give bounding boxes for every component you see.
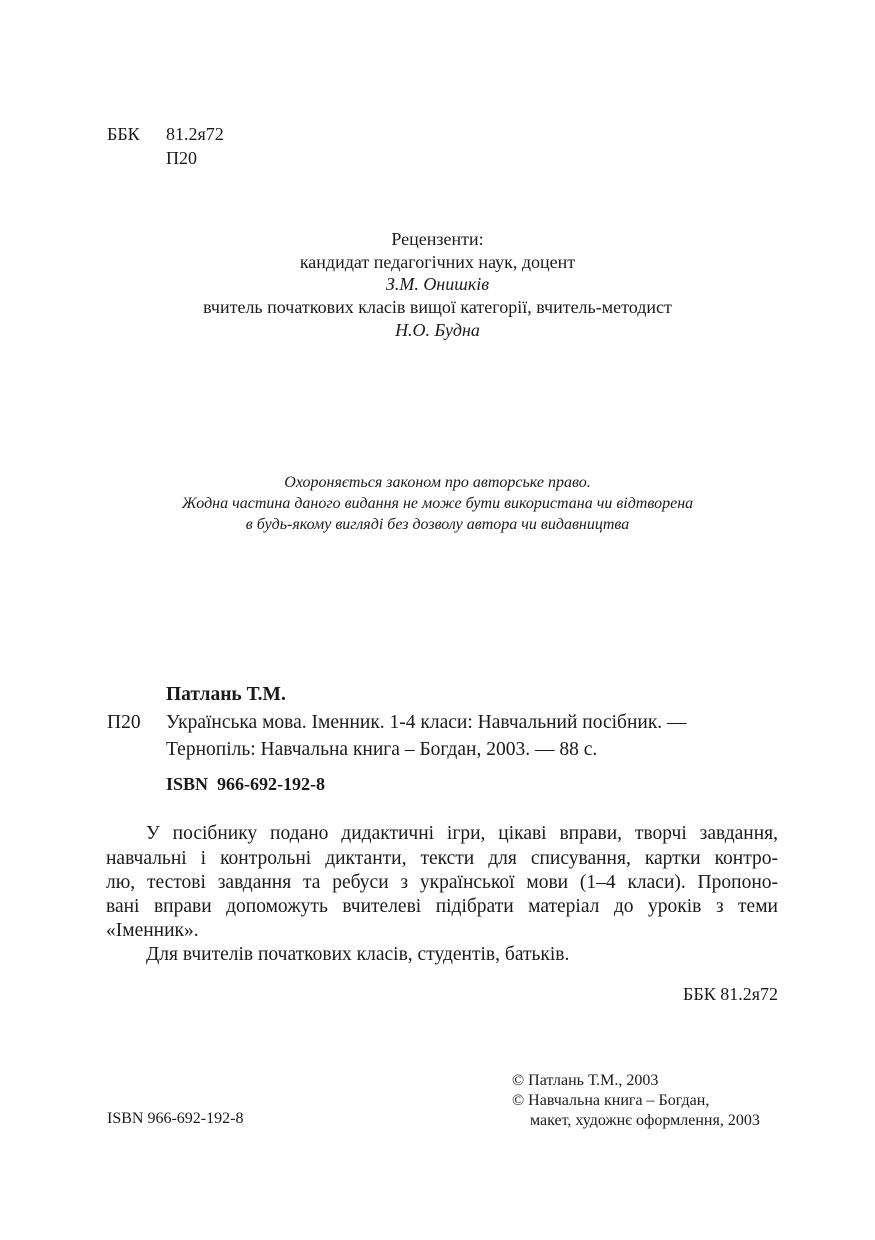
bbk-right: ББК 81.2я72	[683, 984, 778, 1004]
reviewer1-name: З.М. Онишків	[385, 274, 490, 294]
reviewer2-name: Н.О. Будна	[395, 320, 480, 340]
footer-copyright-publisher: © Навчальна книга – Богдан,	[512, 1092, 710, 1109]
catalog-title-line1: Українська мова. Іменник. 1-4 класи: Навчальний посібник. —	[166, 712, 687, 733]
reviewer1-title: кандидат педагогічних наук, доцент	[299, 252, 576, 272]
reviewers-heading: Рецензенти:	[391, 229, 484, 249]
author-mark: П20	[166, 148, 197, 168]
catalog-mark: П20	[107, 712, 141, 733]
annotation-line5: «Іменник».	[106, 920, 199, 941]
annotation-line2: навчальні і контрольні диктанти, тексти для списування, картки контро-	[106, 848, 778, 869]
annotation-line1: У посібнику подано дидактичні ігри, цікаві вправи, творчі завдання,	[146, 823, 778, 844]
catalog-isbn: ISBN 966-692-192-8	[166, 774, 326, 794]
reviewer2-title: вчитель початкових класів вищої категорії, вчитель-методист	[203, 297, 672, 317]
footer-copyright-author: © Патлань Т.М., 2003	[512, 1072, 659, 1089]
annotation-line4: вані вправи допоможуть вчителеві підібрати матеріал до уроків з теми	[106, 896, 778, 917]
catalog-author: Патлань Т.М.	[166, 684, 286, 705]
annotation-line3: лю, тестові завдання та ребуси з української мови (1–4 класи). Пропоно-	[106, 872, 778, 893]
bbk-label: ББК	[107, 124, 140, 144]
catalog-title-line2: Тернопіль: Навчальна книга – Богдан, 2003. — 88 с.	[166, 739, 598, 760]
footer-copyright-design: макет, художнє оформлення, 2003	[530, 1112, 760, 1129]
annotation-audience: Для вчителів початкових класів, студентів, батьків.	[146, 944, 570, 965]
copyright-notice-line3: в будь-якому вигляді без дозволу автора чи видавництва	[245, 516, 630, 533]
copyright-notice-line2: Жодна частина даного видання не може бути використана чи відтворена	[181, 495, 694, 512]
bbk-code: 81.2я72	[166, 124, 224, 144]
copyright-notice-line1: Охороняється законом про авторське право.	[284, 474, 591, 491]
footer-isbn: ISBN 966-692-192-8	[107, 1110, 244, 1127]
